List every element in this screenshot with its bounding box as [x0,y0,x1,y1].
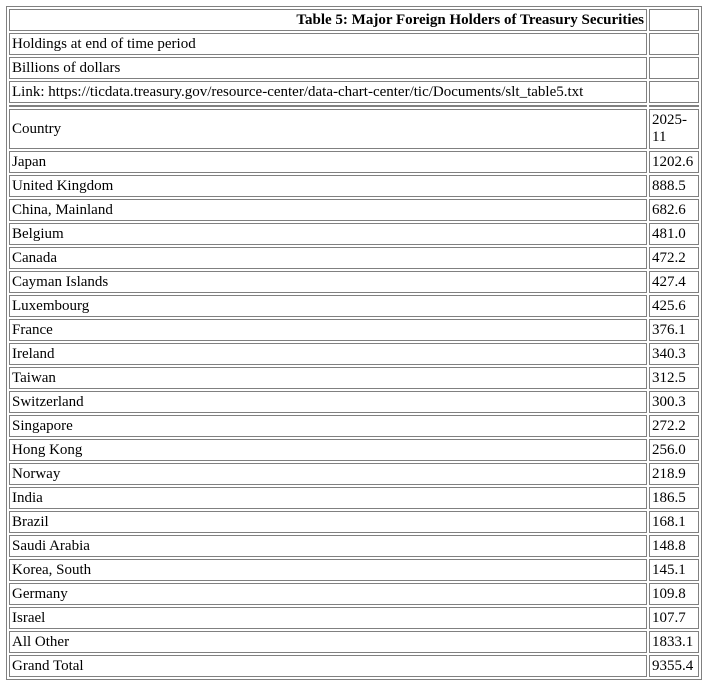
value-cell: 1833.1 [649,631,699,653]
table-row [9,535,699,557]
table-row [9,295,699,317]
table-row [9,391,699,413]
column-header-row [9,109,699,149]
table-row [9,223,699,245]
value-cell: 272.2 [649,415,699,437]
empty-cell [649,57,699,79]
country-cell: Singapore [9,415,647,437]
info-row [9,81,699,103]
value-cell: 148.8 [649,535,699,557]
country-cell: Luxembourg [9,295,647,317]
country-cell: Belgium [9,223,647,245]
table-title: Table 5: Major Foreign Holders of Treasury Securities [9,9,647,31]
empty-cell [649,33,699,55]
table-row [9,583,699,605]
column-header-period: 2025-11 [649,109,699,149]
table-row [9,487,699,509]
value-cell: 472.2 [649,247,699,269]
value-cell: 1202.6 [649,151,699,173]
value-cell: 186.5 [649,487,699,509]
table-row [9,415,699,437]
empty-cell [649,9,699,31]
value-cell: 107.7 [649,607,699,629]
country-cell: Korea, South [9,559,647,581]
country-cell: Brazil [9,511,647,533]
country-cell: Switzerland [9,391,647,413]
country-cell: All Other [9,631,647,653]
value-cell: 109.8 [649,583,699,605]
value-cell: 427.4 [649,271,699,293]
country-cell: Hong Kong [9,439,647,461]
table-row [9,559,699,581]
value-cell: 312.5 [649,367,699,389]
table-row [9,367,699,389]
table-row [9,439,699,461]
column-header-country: Country [9,109,647,149]
country-cell: Canada [9,247,647,269]
table-row [9,607,699,629]
table-row [9,175,699,197]
info-link: Link: https://ticdata.treasury.gov/resource-center/data-chart-center/tic/Documents/slt_table5.txt [9,81,647,103]
table-row [9,151,699,173]
title-row [9,9,699,31]
country-cell: Norway [9,463,647,485]
country-cell: China, Mainland [9,199,647,221]
holdings-table [6,6,702,680]
info-units: Billions of dollars [9,57,647,79]
value-cell: 9355.4 [649,655,699,677]
table-row [9,511,699,533]
country-cell: Taiwan [9,367,647,389]
country-cell: Germany [9,583,647,605]
empty-cell [649,81,699,103]
holdings-table-container [6,6,702,680]
value-cell: 888.5 [649,175,699,197]
holdings-table-body [9,9,699,677]
info-row [9,57,699,79]
separator-cell [649,105,699,107]
country-cell: Saudi Arabia [9,535,647,557]
value-cell: 168.1 [649,511,699,533]
value-cell: 340.3 [649,343,699,365]
country-cell: Ireland [9,343,647,365]
table-row [9,319,699,341]
table-row [9,271,699,293]
value-cell: 481.0 [649,223,699,245]
table-row [9,463,699,485]
table-row [9,655,699,677]
info-time-period: Holdings at end of time period [9,33,647,55]
country-cell: Grand Total [9,655,647,677]
value-cell: 425.6 [649,295,699,317]
value-cell: 682.6 [649,199,699,221]
table-row [9,631,699,653]
info-row [9,33,699,55]
table-row [9,199,699,221]
table-row [9,247,699,269]
country-cell: India [9,487,647,509]
value-cell: 218.9 [649,463,699,485]
value-cell: 256.0 [649,439,699,461]
value-cell: 376.1 [649,319,699,341]
country-cell: Cayman Islands [9,271,647,293]
separator-cell [9,105,647,107]
country-cell: France [9,319,647,341]
value-cell: 145.1 [649,559,699,581]
value-cell: 300.3 [649,391,699,413]
country-cell: Japan [9,151,647,173]
table-row [9,343,699,365]
country-cell: Israel [9,607,647,629]
separator-row [9,105,699,107]
country-cell: United Kingdom [9,175,647,197]
